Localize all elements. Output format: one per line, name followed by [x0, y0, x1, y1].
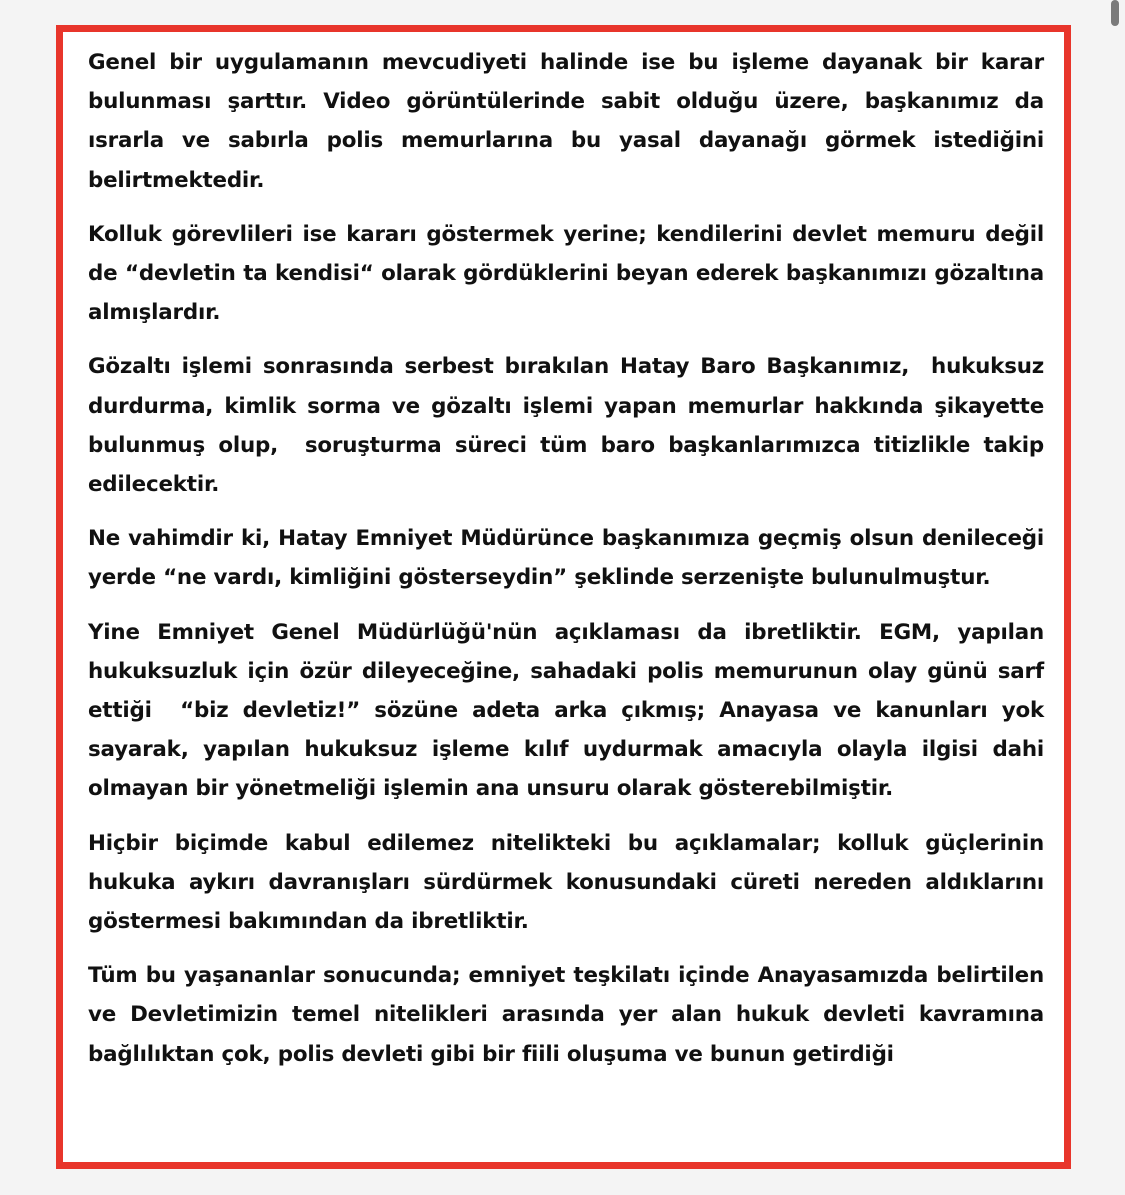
- paragraph-1: Genel bir uygulamanın mevcudiyeti halinde ise bu işleme dayanak bir karar bulunması şarttır. Video görüntülerinde sabit olduğu üzere, başkanımız da ısrarla ve sabırla polis memurlarına bu yasal dayanağı görmek istediğini belirtmektedir.: [88, 50, 1052, 193]
- paragraph-7: Tüm bu yaşananlar sonucunda; emniyet teşkilatı içinde Anayasamızda belirtilen ve Devletimizin temel nitelikleri arasında yer alan hukuk devleti kavramına bağlılıktan çok, polis devleti gibi bir fiili oluşuma ve bunun getirdiği: [88, 963, 1052, 1067]
- vertical-scrollbar[interactable]: [1105, 0, 1125, 1195]
- document-text-body: [88, 43, 1052, 1089]
- paragraph-6: Hiçbir biçimde kabul edilemez nitelikteki bu açıklamalar; kolluk güçlerinin hukuka aykırı davranışları sürdürmek konusundaki cüreti nereden aldıklarını göstermesi bakımından da ibretliktir.: [88, 830, 1052, 935]
- paragraph-3: Gözaltı işlemi sonrasında serbest bırakılan Hatay Baro Başkanımız, hukuksuz durdurma, kimlik sorma ve gözaltı işlemi yapan memurlar hakkında şikayette bulunmuş olup, soruşturma süreci tüm baro başkanlarımızca titizlikle takip edilecektir.: [88, 354, 1052, 498]
- paragraph-5: Yine Emniyet Genel Müdürlüğü'nün açıklaması da ibretliktir. EGM, yapılan hukuksuzluk için özür dileyeceğine, sahadaki polis memurunun olay günü sarf ettiği “biz devletiz!” sözüne adeta arka çıkmış; Anayasa ve kanunları yok sayarak, yapılan hukuksuz işleme kılıf uydurmak amacıyla olayla ilgisi dahi olmayan bir yönetmeliği işlemin ana unsuru olarak gösterebilmiştir.: [88, 619, 1052, 802]
- scrollbar-thumb[interactable]: [1111, 0, 1119, 26]
- document-page-frame: [56, 25, 1071, 1169]
- paragraph-4: Ne vahimdir ki, Hatay Emniyet Müdürünce başkanımıza geçmiş olsun denileceği yerde “ne vardı, kimliğini gösterseydin” şeklinde serzenişte bulunulmuştur.: [88, 526, 1052, 591]
- paragraph-2: Kolluk görevlileri ise kararı göstermek yerine; kendilerini devlet memuru değil de “devletin ta kendisi“ olarak gördüklerini beyan ederek başkanımızı gözaltına almışlardır.: [88, 221, 1052, 326]
